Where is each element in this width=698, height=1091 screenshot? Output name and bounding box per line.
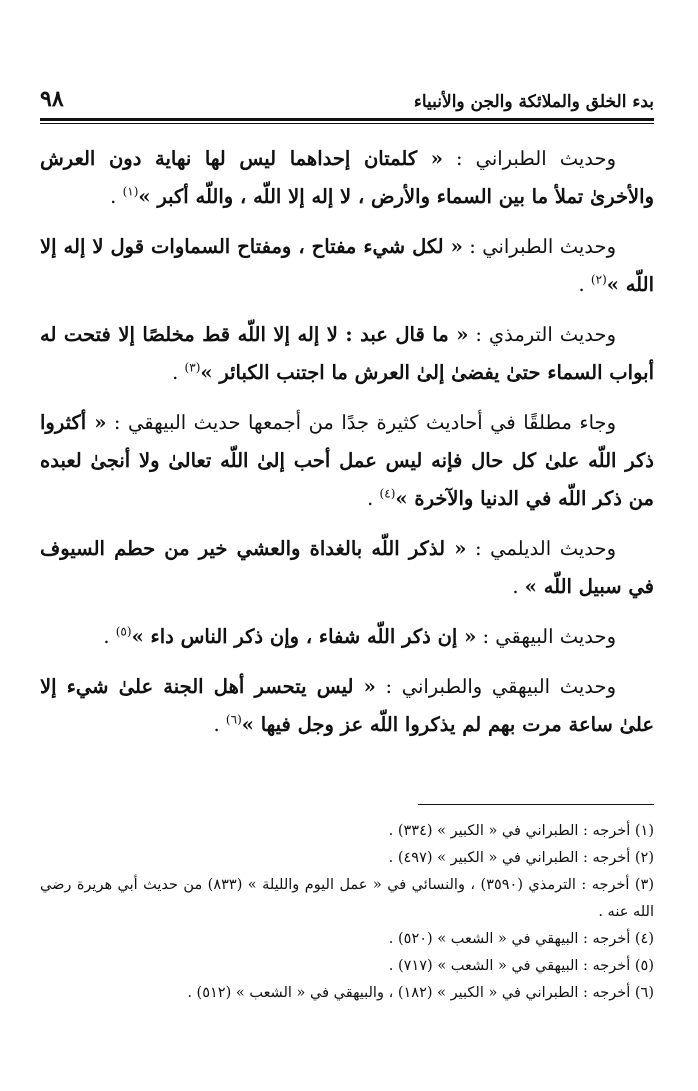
book-page <box>40 0 654 1091</box>
paragraph-tail: . <box>578 273 591 296</box>
paragraph-lead: وحديث الطبراني : <box>442 147 616 170</box>
footnote-item: (٤) أخرجه : البيهقي في « الشعب » (٥٢٠) . <box>388 931 654 947</box>
footnote-ref: (٤) <box>379 486 396 501</box>
hadith-paragraph <box>40 140 654 216</box>
hadith-paragraph <box>40 228 654 304</box>
footnote-ref: (٦) <box>225 712 242 727</box>
footnote-item: (٥) أخرجه : البيهقي في « الشعب » (٧١٧) . <box>388 958 654 974</box>
header-rule-thin <box>40 123 654 124</box>
header-rule-thick <box>40 118 654 121</box>
hadith-paragraph <box>40 668 654 744</box>
footnote-ref: (١) <box>122 184 139 199</box>
hadith-quote: « ما قال عبد : لا إله إلا اللّه قط مخلصًا إلا فتحت له أبواب السماء حتىٰ يفضىٰ إلىٰ العرش ما اجتنب الكبائر » <box>40 323 654 384</box>
hadith-quote: « كلمتان إحداهما ليس لها نهاية دون العرش والأخرىٰ تملأ ما بين السماء والأرض ، لا إله إلا اللّه ، واللّه أكبر » <box>40 147 654 208</box>
paragraph-lead: وحديث البيهقي : <box>476 625 616 648</box>
paragraph-lead: وحديث الترمذي : <box>468 323 616 346</box>
paragraph-tail: . <box>172 361 185 384</box>
running-title: بدء الخلق والملائكة والجن والأنبياء <box>413 92 654 112</box>
footnote-ref: (٣) <box>184 360 201 375</box>
paragraph-tail: . <box>103 625 116 648</box>
main-text <box>40 140 654 756</box>
hadith-paragraph <box>40 404 654 518</box>
footnote-item: (٢) أخرجه : الطبراني في « الكبير » (٤٩٧) . <box>388 850 654 866</box>
footnote-ref: (٢) <box>590 272 607 287</box>
hadith-quote: « لكل شيء مفتاح ، ومفتاح السماوات قول لا إله إلا اللّه » <box>40 235 654 296</box>
footnote-item: (١) أخرجه : الطبراني في « الكبير » (٣٣٤) . <box>388 823 654 839</box>
hadith-paragraph <box>40 316 654 392</box>
paragraph-lead: وجاء مطلقًا في أحاديث كثيرة جدًا من أجمعها حديث البيهقي : <box>106 411 616 434</box>
footnotes <box>40 818 654 1007</box>
hadith-quote: « أكثروا ذكر اللّه علىٰ كل حال فإنه ليس عمل أحب إلىٰ اللّه تعالىٰ ولا أنجىٰ لعبده من ذكر اللّه في الدنيا والآخرة » <box>40 411 654 510</box>
hadith-quote: « ليس يتحسر أهل الجنة علىٰ شيء إلا علىٰ ساعة مرت بهم لم يذكروا اللّه عز وجل فيها » <box>40 675 654 736</box>
hadith-quote: « لذكر اللّه بالغداة والعشي خير من حطم السيوف في سبيل اللّه » <box>40 537 654 598</box>
page-number: ٩٨ <box>40 86 64 112</box>
paragraph-tail: . <box>110 185 123 208</box>
paragraph-tail: . <box>367 487 380 510</box>
hadith-paragraph <box>40 618 654 656</box>
paragraph-tail: . <box>512 575 525 598</box>
footnote-ref: (٥) <box>115 624 132 639</box>
paragraph-lead: وحديث الطبراني : <box>462 235 616 258</box>
footnote-separator <box>418 804 654 805</box>
paragraph-tail: . <box>213 713 226 736</box>
footnote-item: (٦) أخرجه : الطبراني في « الكبير » (١٨٢) ، والبيهقي في « الشعب » (٥١٢) . <box>187 985 654 1001</box>
page-header <box>40 82 654 112</box>
paragraph-lead: وحديث الديلمي : <box>466 537 616 560</box>
footnote-item: (٣) أخرجه : الترمذي (٣٥٩٠) ، والنسائي في « عمل اليوم والليلة » (٨٣٣) من حديث أبي هريرة رضي الله عنه . <box>40 877 654 920</box>
hadith-quote: « إن ذكر اللّه شفاء ، وإن ذكر الناس داء » <box>131 625 477 648</box>
hadith-paragraph <box>40 530 654 606</box>
paragraph-lead: وحديث البيهقي والطبراني : <box>375 675 616 698</box>
